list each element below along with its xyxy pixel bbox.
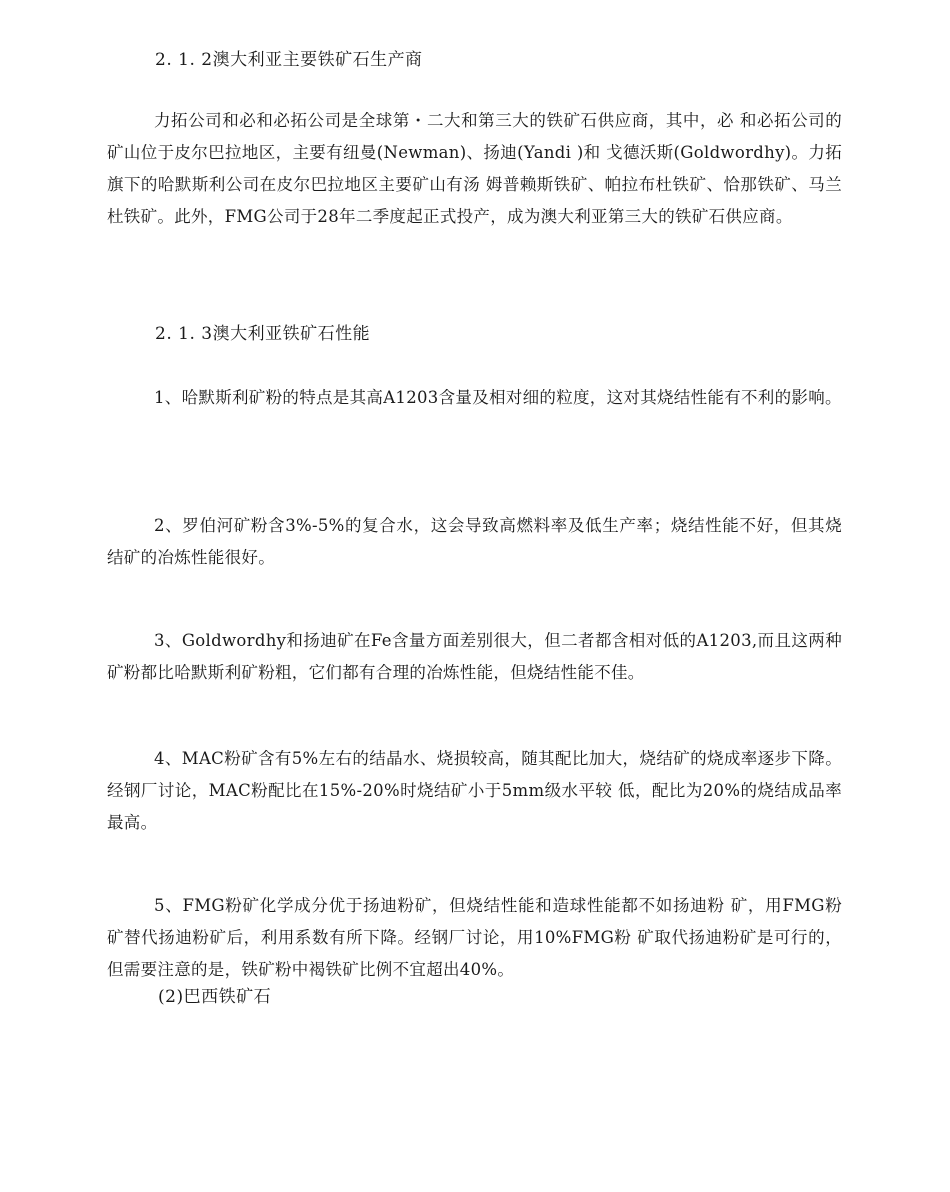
list-item-1: 1、哈默斯利矿粉的特点是其高A1203含量及相对细的粒度，这对其烧结性能有不利的影响。 <box>154 388 842 407</box>
paragraph-producers: 力拓公司和必和必拓公司是全球第・二大和第三大的铁矿石供应商，其中，必 和必拓公司的矿山位于皮尔巴拉地区，主要有纽曼(Newman)、扬迪(Yandi )和 戈德沃斯(Goldwordhy)。力拓旗下的哈默斯利公司在皮尔巴拉地区主要矿山有汤 姆普赖斯铁矿、帕拉布杜铁矿、恰那铁矿、马兰杜铁矿。此外，FMG公司于28年二季度起正式投产，成为澳大利亚第三大的铁矿石供应商。 <box>107 111 842 226</box>
list-item-5: 5、FMG粉矿化学成分优于扬迪粉矿，但烧结性能和造球性能都不如扬迪粉 矿，用FMG粉矿替代扬迪粉矿后，利用系数有所下降。经钢厂讨论，用10%FMG粉 矿取代扬迪粉矿是可行的，但需要注意的是，铁矿粉中褐铁矿比例不宜超出40%。 <box>107 896 842 979</box>
section-heading-brazil: (2)巴西铁矿石 <box>158 987 272 1007</box>
list-item-4: 4、MAC粉矿含有5%左右的结晶水、烧损较高，随其配比加大，烧结矿的烧成率逐步下降。经钢厂讨论，MAC粉配比在15%-20%时烧结矿小于5mm级水平较 低，配比为20%的烧结成品率最高。 <box>107 749 842 832</box>
section-heading-2-1-3: 2. 1. 3澳大利亚铁矿石性能 <box>155 324 371 344</box>
list-item-3: 3、Goldwordhy和扬迪矿在Fe含量方面差别很大，但二者都含相对低的A1203,而且这两种矿粉都比哈默斯利矿粉粗，它们都有合理的冶炼性能，但烧结性能不佳。 <box>107 631 842 682</box>
section-heading-2-1-2: 2. 1. 2澳大利亚主要铁矿石生产商 <box>155 50 423 70</box>
list-item-2: 2、罗伯河矿粉含3%-5%的复合水，这会导致高燃料率及低生产率；烧结性能不好，但其烧结矿的冶炼性能很好。 <box>107 516 842 567</box>
